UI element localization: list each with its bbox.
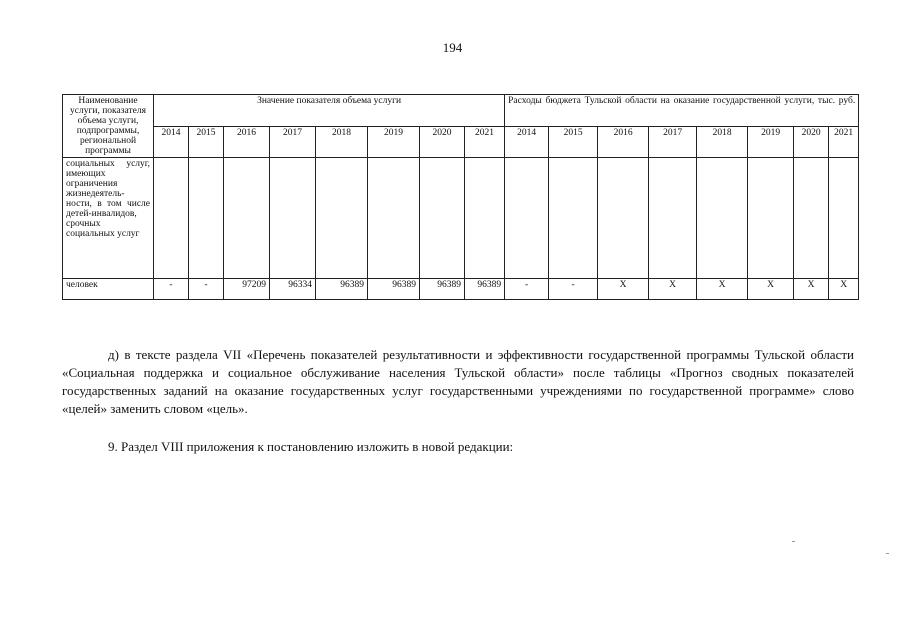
year-cell: 2021 bbox=[465, 126, 505, 158]
empty-cell bbox=[549, 158, 598, 279]
year-cell: 2016 bbox=[224, 126, 270, 158]
volume-value: 96334 bbox=[270, 279, 316, 300]
expense-value: X bbox=[829, 279, 859, 300]
empty-cell bbox=[794, 158, 829, 279]
year-cell: 2015 bbox=[549, 126, 598, 158]
empty-cell bbox=[270, 158, 316, 279]
header-expense-group: Расходы бюджета Тульской области на оказание государственной услуги, тыс. руб. bbox=[505, 95, 859, 127]
empty-cell bbox=[598, 158, 649, 279]
year-cell: 2018 bbox=[697, 126, 748, 158]
empty-cell bbox=[829, 158, 859, 279]
paragraph-section-9 bbox=[62, 438, 854, 456]
table-row bbox=[63, 279, 859, 300]
empty-cell bbox=[154, 158, 189, 279]
year-cell: 2019 bbox=[368, 126, 420, 158]
volume-value: 96389 bbox=[316, 279, 368, 300]
empty-cell bbox=[420, 158, 465, 279]
empty-cell bbox=[316, 158, 368, 279]
year-cell: 2017 bbox=[270, 126, 316, 158]
volume-value: - bbox=[154, 279, 189, 300]
year-cell: 2014 bbox=[154, 126, 189, 158]
empty-cell bbox=[505, 158, 549, 279]
paragraph-amendment-d bbox=[62, 346, 854, 418]
unit-label: человек bbox=[63, 279, 154, 300]
year-cell: 2017 bbox=[649, 126, 697, 158]
year-cell: 2019 bbox=[748, 126, 794, 158]
year-cell: 2018 bbox=[316, 126, 368, 158]
table-row bbox=[63, 158, 859, 279]
volume-value: 97209 bbox=[224, 279, 270, 300]
expense-value: X bbox=[598, 279, 649, 300]
service-description: социальных услуг, имеющих ограничения жизнедеятель-ности, в том числе детей-инвалидов, срочных социальных услуг bbox=[63, 158, 154, 279]
paragraph-text: д) в тексте раздела VII «Перечень показателей результативности и эффективности государственной программы Тульской области «Социальная поддержка и социальное обслуживание населения Тульской области» после таблицы «Прогноз сводных показателей государственных заданий на оказание государственных услуг государственными учреждениями по государственной программе» слово «целей» заменить словом «цель». bbox=[62, 347, 854, 416]
volume-value: 96389 bbox=[465, 279, 505, 300]
header-name-column: Наименование услуги, показателя объема услуги, подпрограммы, региональной программы bbox=[63, 95, 154, 158]
empty-cell bbox=[649, 158, 697, 279]
empty-cell bbox=[465, 158, 505, 279]
table-years-row bbox=[63, 126, 859, 158]
page-number: 194 bbox=[442, 40, 463, 55]
expense-value: - bbox=[505, 279, 549, 300]
expense-value: - bbox=[549, 279, 598, 300]
year-cell: 2020 bbox=[420, 126, 465, 158]
empty-cell bbox=[189, 158, 224, 279]
year-cell: 2014 bbox=[505, 126, 549, 158]
year-cell: 2020 bbox=[794, 126, 829, 158]
empty-cell bbox=[697, 158, 748, 279]
scan-speck bbox=[886, 553, 889, 554]
table-header-row bbox=[63, 95, 859, 127]
year-cell: 2015 bbox=[189, 126, 224, 158]
header-volume-group: Значение показателя объема услуги bbox=[154, 95, 505, 127]
year-cell: 2016 bbox=[598, 126, 649, 158]
paragraph-text: 9. Раздел VIII приложения к постановлению изложить в новой редакции: bbox=[108, 439, 514, 454]
indicator-table bbox=[62, 94, 859, 300]
expense-value: X bbox=[794, 279, 829, 300]
expense-value: X bbox=[697, 279, 748, 300]
volume-value: 96389 bbox=[368, 279, 420, 300]
year-cell: 2021 bbox=[829, 126, 859, 158]
empty-cell bbox=[748, 158, 794, 279]
empty-cell bbox=[224, 158, 270, 279]
scan-speck bbox=[792, 541, 795, 542]
volume-value: - bbox=[189, 279, 224, 300]
volume-value: 96389 bbox=[420, 279, 465, 300]
expense-value: X bbox=[748, 279, 794, 300]
expense-value: X bbox=[649, 279, 697, 300]
empty-cell bbox=[368, 158, 420, 279]
